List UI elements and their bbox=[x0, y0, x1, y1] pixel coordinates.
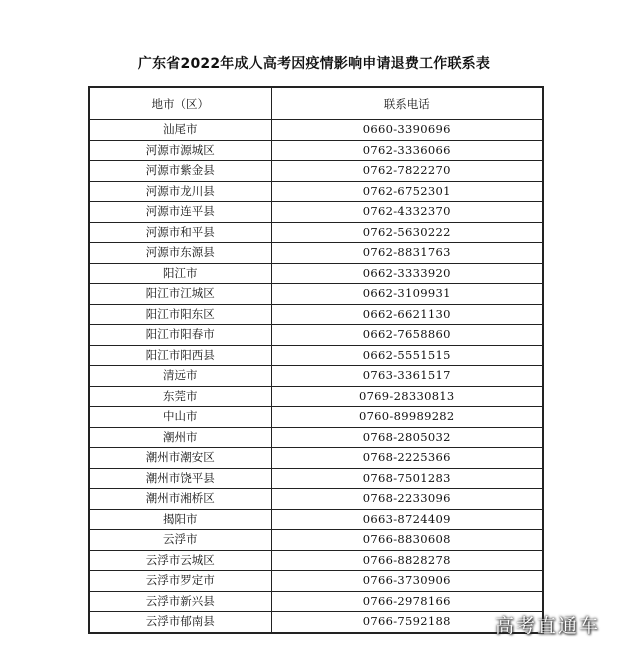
phone-cell: 0662-7658860 bbox=[271, 325, 543, 346]
region-cell: 东莞市 bbox=[89, 386, 271, 407]
table-row bbox=[89, 161, 543, 182]
table-row bbox=[89, 304, 543, 325]
phone-cell: 0762-8831763 bbox=[271, 243, 543, 264]
table-row bbox=[89, 612, 543, 633]
region-cell: 阳江市江城区 bbox=[89, 284, 271, 305]
region-cell: 云浮市 bbox=[89, 530, 271, 551]
table-row bbox=[89, 284, 543, 305]
phone-cell: 0662-5551515 bbox=[271, 345, 543, 366]
region-cell: 河源市东源县 bbox=[89, 243, 271, 264]
table-row bbox=[89, 427, 543, 448]
region-cell: 阳江市 bbox=[89, 263, 271, 284]
table-header-row bbox=[89, 87, 543, 120]
region-cell: 潮州市 bbox=[89, 427, 271, 448]
column-header-phone: 联系电话 bbox=[271, 87, 543, 120]
region-cell: 潮州市饶平县 bbox=[89, 468, 271, 489]
phone-cell: 0768-2233096 bbox=[271, 489, 543, 510]
table-row bbox=[89, 140, 543, 161]
phone-cell: 0766-7592188 bbox=[271, 612, 543, 633]
region-cell: 河源市源城区 bbox=[89, 140, 271, 161]
phone-cell: 0662-6621130 bbox=[271, 304, 543, 325]
region-cell: 清远市 bbox=[89, 366, 271, 387]
region-cell: 云浮市郁南县 bbox=[89, 612, 271, 633]
region-cell: 云浮市云城区 bbox=[89, 550, 271, 571]
phone-cell: 0768-7501283 bbox=[271, 468, 543, 489]
table-row bbox=[89, 489, 543, 510]
table-row bbox=[89, 120, 543, 141]
document-title: 广东省2022年成人高考因疫情影响申请退费工作联系表 bbox=[137, 56, 491, 72]
table-row bbox=[89, 243, 543, 264]
region-cell: 潮州市湘桥区 bbox=[89, 489, 271, 510]
table-row bbox=[89, 509, 543, 530]
table-row bbox=[89, 468, 543, 489]
table-row bbox=[89, 181, 543, 202]
table-row bbox=[89, 202, 543, 223]
table-row bbox=[89, 530, 543, 551]
phone-cell: 0662-3333920 bbox=[271, 263, 543, 284]
region-cell: 河源市和平县 bbox=[89, 222, 271, 243]
region-cell: 河源市龙川县 bbox=[89, 181, 271, 202]
table-row bbox=[89, 325, 543, 346]
table-row bbox=[89, 386, 543, 407]
phone-cell: 0768-2805032 bbox=[271, 427, 543, 448]
contact-table bbox=[88, 86, 544, 634]
region-cell: 阳江市阳西县 bbox=[89, 345, 271, 366]
region-cell: 云浮市罗定市 bbox=[89, 571, 271, 592]
phone-cell: 0763-3361517 bbox=[271, 366, 543, 387]
region-cell: 汕尾市 bbox=[89, 120, 271, 141]
phone-cell: 0760-89989282 bbox=[271, 407, 543, 428]
phone-cell: 0662-3109931 bbox=[271, 284, 543, 305]
region-cell: 河源市连平县 bbox=[89, 202, 271, 223]
watermark-text: 高考直通车 bbox=[494, 615, 600, 637]
phone-cell: 0766-2978166 bbox=[271, 591, 543, 612]
region-cell: 揭阳市 bbox=[89, 509, 271, 530]
table-row bbox=[89, 591, 543, 612]
table-row bbox=[89, 263, 543, 284]
table-row bbox=[89, 407, 543, 428]
region-cell: 潮州市潮安区 bbox=[89, 448, 271, 469]
phone-cell: 0766-8830608 bbox=[271, 530, 543, 551]
phone-cell: 0768-2225366 bbox=[271, 448, 543, 469]
phone-cell: 0663-8724409 bbox=[271, 509, 543, 530]
table-row bbox=[89, 222, 543, 243]
phone-cell: 0762-4332370 bbox=[271, 202, 543, 223]
phone-cell: 0762-6752301 bbox=[271, 181, 543, 202]
phone-cell: 0762-7822270 bbox=[271, 161, 543, 182]
table-row bbox=[89, 550, 543, 571]
phone-cell: 0660-3390696 bbox=[271, 120, 543, 141]
region-cell: 阳江市阳春市 bbox=[89, 325, 271, 346]
region-cell: 云浮市新兴县 bbox=[89, 591, 271, 612]
table-body bbox=[89, 120, 543, 633]
table-row bbox=[89, 571, 543, 592]
region-cell: 河源市紫金县 bbox=[89, 161, 271, 182]
column-header-region: 地市（区） bbox=[89, 87, 271, 120]
table-row bbox=[89, 366, 543, 387]
phone-cell: 0766-3730906 bbox=[271, 571, 543, 592]
table-row bbox=[89, 345, 543, 366]
phone-cell: 0762-5630222 bbox=[271, 222, 543, 243]
table-row bbox=[89, 448, 543, 469]
region-cell: 中山市 bbox=[89, 407, 271, 428]
phone-cell: 0766-8828278 bbox=[271, 550, 543, 571]
region-cell: 阳江市阳东区 bbox=[89, 304, 271, 325]
phone-cell: 0762-3336066 bbox=[271, 140, 543, 161]
phone-cell: 0769-28330813 bbox=[271, 386, 543, 407]
